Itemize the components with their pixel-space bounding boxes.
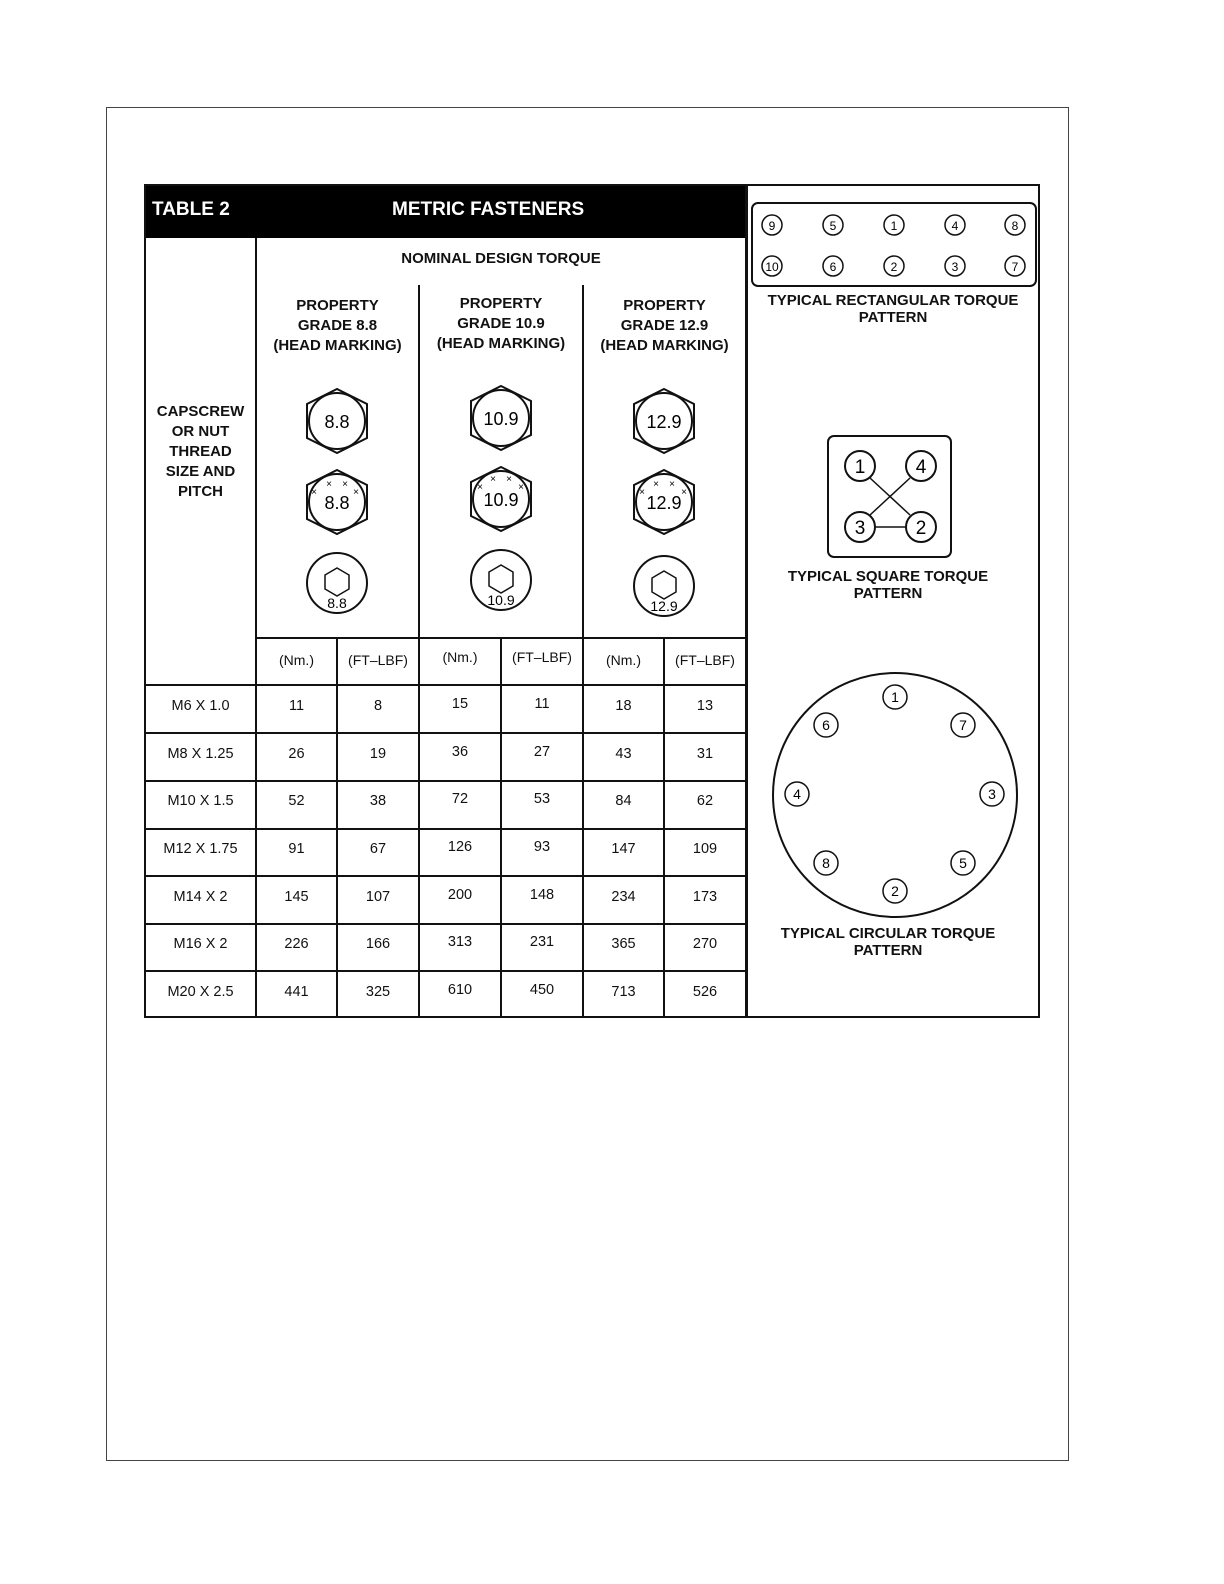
socket-marking-label: 10.9 [487,592,515,608]
torque-value: 53 [533,791,551,807]
caption-line: TYPICAL RECTANGULAR TORQUE [767,292,1019,309]
bolt-number: 3 [988,786,996,802]
grade-header-line: PROPERTY [623,297,706,314]
torque-value: 26 [288,746,305,762]
bolt-number: 4 [951,219,959,233]
nut-mark-x-icon: × [506,474,512,485]
head-marking-label: 8.8 [324,412,350,432]
size-header-line: CAPSCREW [156,403,245,420]
size-header-line: THREAD [169,443,232,460]
rule-units [255,637,746,639]
torque-value: 19 [369,746,387,762]
unit-nm: (Nm.) [279,652,314,668]
torque-value: 126 [447,839,473,855]
rule-row-5 [146,875,746,877]
divider-unit-1 [336,637,338,1016]
rule-row-7 [146,970,746,972]
head-marking-label: 12.9 [646,412,682,432]
unit-ft-lbf: (FT–LBF) [512,649,572,665]
torque-value: 84 [615,793,632,809]
torque-value: 610 [447,982,473,998]
torque-value: 166 [365,936,391,952]
grade-header-line: GRADE 8.8 [297,317,378,334]
torque-value: 52 [288,793,305,809]
bolt-number: 8 [1011,219,1019,233]
caption-line: PATTERN [853,942,923,959]
bolt-number: 4 [793,786,801,802]
bolt-number: 6 [822,717,830,733]
torque-value: 145 [284,889,309,905]
nominal-torque-header: NOMINAL DESIGN TORQUE [401,250,601,267]
grade-header-line: PROPERTY [459,295,543,312]
unit-nm: (Nm.) [606,652,641,668]
nut-mark-x-icon: × [681,487,687,498]
torque-value: 313 [447,934,473,950]
rule-row-2 [146,732,746,734]
nut-mark-x-icon: × [311,487,317,498]
torque-value: 231 [529,934,555,950]
grade-header-line: (HEAD MARKING) [600,337,729,354]
torque-value: 8 [373,698,383,714]
bolt-number: 1 [854,457,866,478]
bolt-number: 2 [891,883,899,899]
grade-10-9-header [420,294,582,354]
bolt-number: 4 [915,457,927,478]
torque-value: 226 [284,936,309,952]
torque-value: 38 [369,793,387,809]
grade-10-9-markings [471,386,531,610]
caption-line: TYPICAL CIRCULAR TORQUE [780,925,996,942]
torque-value: 107 [365,889,391,905]
thread-size: M6 X 1.0 [171,698,230,714]
bolt-number: 1 [890,219,898,233]
torque-value: 450 [529,982,555,998]
divider-unit-3 [663,637,665,1016]
torque-value: 13 [696,698,714,714]
socket-marking-label: 8.8 [327,595,347,611]
nut-mark-x-icon: × [669,479,675,490]
bolt-number: 6 [829,260,837,274]
torque-value: 62 [696,793,714,809]
bolt-number: 3 [854,518,866,539]
torque-value: 173 [692,889,718,905]
bolt-number: 7 [959,717,967,733]
nut-mark-x-icon: × [342,479,348,490]
torque-value: 15 [451,696,469,712]
thread-size: M20 X 2.5 [167,984,234,1000]
size-header [146,402,255,502]
size-header-line: SIZE AND [165,463,236,480]
thread-size: M8 X 1.25 [167,746,234,762]
torque-value: 325 [365,984,391,1000]
grade-header-line: GRADE 10.9 [457,315,545,332]
grade-header-line: GRADE 12.9 [620,317,709,334]
nut-mark-x-icon: × [353,487,359,498]
metric-fasteners-table [144,184,1040,1018]
divider-unit-2 [500,637,502,1016]
torque-value: 147 [611,841,636,857]
rectangular-pattern-caption [748,292,1038,326]
bolt-number: 2 [890,260,898,274]
grade-12-9-header [584,296,745,356]
bolt-number: 1 [891,689,899,705]
torque-value: 713 [611,984,636,1000]
bolt-number: 5 [959,855,967,871]
rule-row-6 [146,923,746,925]
torque-value: 43 [615,746,632,762]
thread-size: M14 X 2 [173,889,228,905]
hex-socket-icon [489,565,513,593]
nut-marking-label: 8.8 [324,493,350,513]
grade-8-8-header [257,296,418,356]
bolt-number: 10 [765,260,779,274]
grade-8-8-markings [307,389,367,613]
torque-value: 93 [533,839,551,855]
grade-header-line: PROPERTY [296,297,379,314]
grade-header-line: (HEAD MARKING) [273,337,402,354]
torque-value: 148 [529,887,555,903]
table-title-bar [146,186,747,238]
socket-marking-label: 12.9 [650,598,678,614]
torque-value: 200 [447,887,473,903]
bolt-number: 9 [768,219,776,233]
rule-row-1 [146,684,746,686]
thread-size: M12 X 1.75 [163,841,238,857]
torque-value: 11 [534,696,550,712]
torque-value: 270 [692,936,718,952]
size-header-line: OR NUT [171,423,230,440]
caption-line: TYPICAL SQUARE TORQUE [787,568,989,585]
nut-mark-x-icon: × [518,482,524,493]
hex-socket-icon [325,568,349,596]
rectangular-pattern-bottom-row [762,256,1025,276]
torque-value: 72 [451,791,469,807]
square-pattern-caption [743,568,1033,602]
torque-value: 526 [692,984,718,1000]
circular-pattern-caption [743,925,1033,959]
torque-value: 234 [611,889,636,905]
grade-12-9-markings [634,389,694,616]
torque-value: 109 [692,841,718,857]
rule-row-4 [146,828,746,830]
nut-mark-x-icon: × [490,474,496,485]
torque-value: 18 [615,698,632,714]
bolt-number: 2 [915,518,927,539]
torque-value: 11 [288,698,305,714]
thread-size: M16 X 2 [173,936,228,952]
grade-header-line: (HEAD MARKING) [436,335,566,352]
nut-mark-x-icon: × [326,479,332,490]
bolt-number: 7 [1011,260,1019,274]
unit-ft-lbf: (FT–LBF) [675,652,735,668]
nut-mark-x-icon: × [477,482,483,493]
rectangular-pattern-top-row [762,215,1025,235]
unit-ft-lbf: (FT–LBF) [348,652,408,668]
nut-marking-label: 12.9 [646,493,682,513]
torque-value: 36 [451,744,469,760]
torque-value: 91 [288,841,305,857]
caption-line: PATTERN [858,309,928,326]
bolt-number: 3 [951,260,959,274]
torque-value: 27 [533,744,551,760]
hex-socket-icon [652,571,676,599]
size-header-line: PITCH [178,483,223,500]
head-markings [257,381,745,621]
torque-value: 67 [369,841,387,857]
rule-row-3 [146,780,746,782]
bolt-number: 5 [829,219,837,233]
torque-value: 365 [611,936,636,952]
table-label: TABLE 2 [152,199,230,220]
nut-mark-x-icon: × [653,479,659,490]
torque-value: 31 [696,746,714,762]
caption-line: PATTERN [853,585,923,602]
nut-mark-x-icon: × [639,487,645,498]
head-marking-label: 10.9 [483,409,519,429]
table-title: METRIC FASTENERS [392,199,585,220]
nut-marking-label: 10.9 [483,490,519,510]
unit-nm: (Nm.) [442,649,478,665]
bolt-number: 8 [822,855,830,871]
thread-size: M10 X 1.5 [167,793,234,809]
torque-value: 441 [284,984,309,1000]
